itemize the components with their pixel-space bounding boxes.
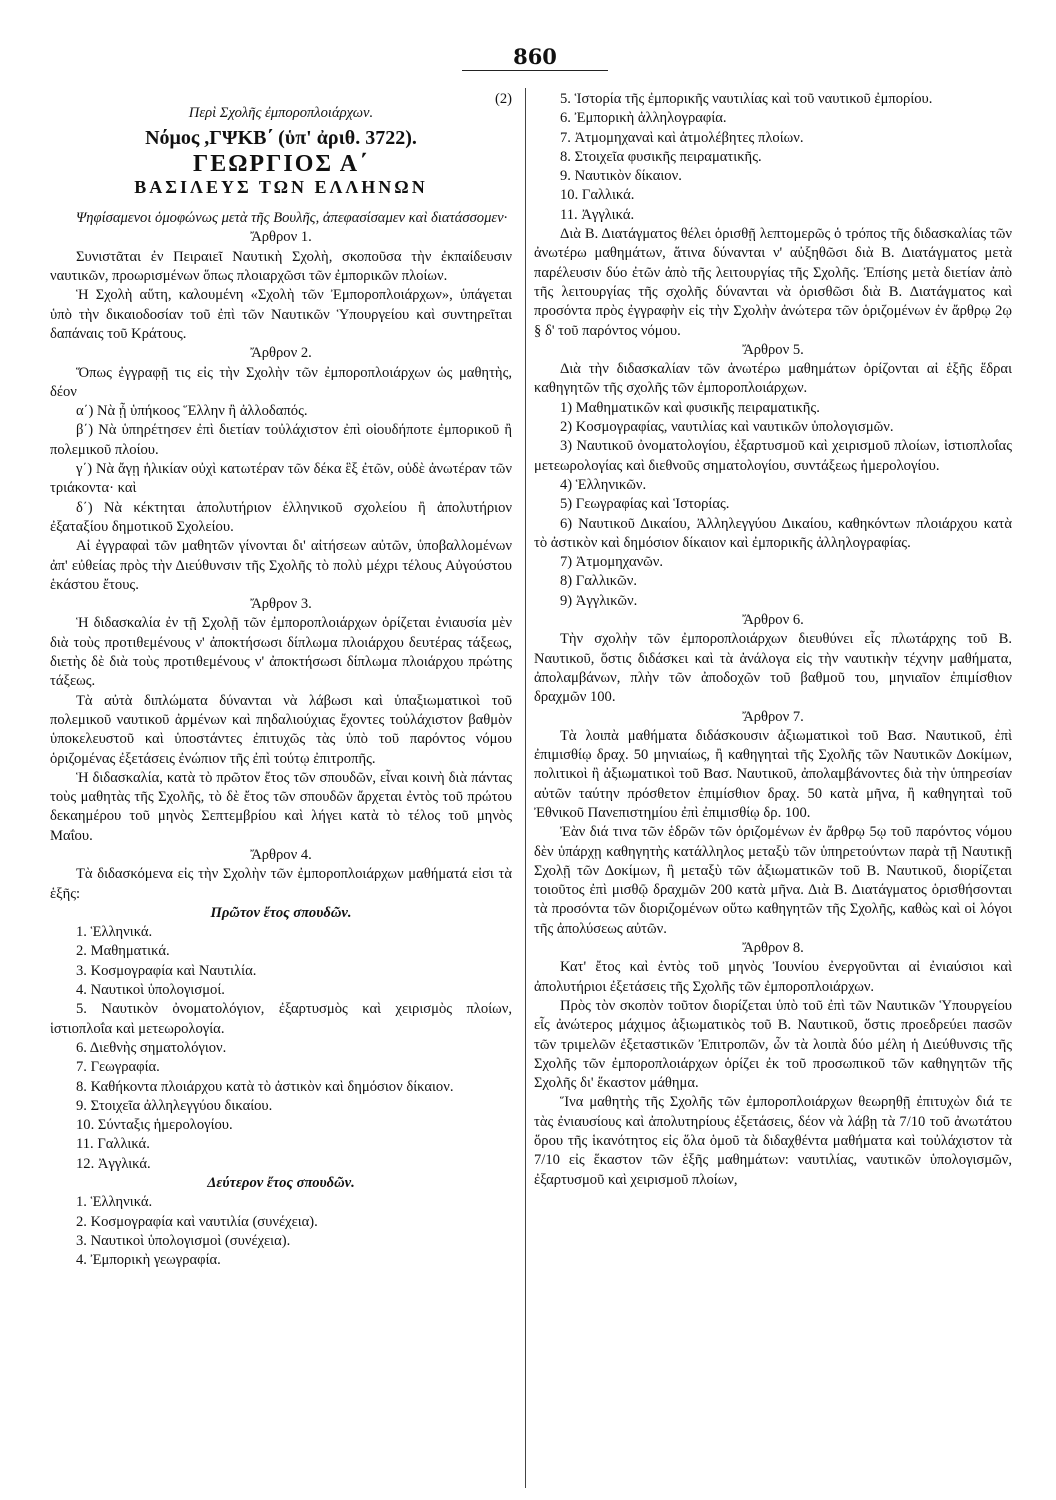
article-1-title: Ἄρθρον 1.: [250, 229, 312, 246]
article-6-paragraph: Τὴν σχολὴν τῶν ἐμποροπλοιάρχων διευθύνει εἷς πλωτάρχης τοῦ Β. Ναυτικοῦ, ὅστις διδάσκει καὶ τὰ ἀνάλογα εἰς τὴν ναυτικὴν τέχνην μαθήματα, ἀπολαμβάνων, πλὴν τῶν ἀποδοχῶν τοῦ βαθμοῦ του, μηνιαῖον ἐπιμίσθιον δραχμῶν 100.: [534, 631, 1012, 706]
second-year-heading: Δεύτερον ἔτος σπουδῶν.: [207, 1175, 355, 1192]
article-7-paragraph: Τὰ λοιπὰ μαθήματα διδάσκουσιν ἀξιωματικοὶ τοῦ Βασ. Ναυτικοῦ, ἐπὶ ἐπιμισθίῳ δραχ. 50 μηνιαίως, ἢ καθηγηταὶ τῆς Σχολῆς τῶν Ναυτικῶν Δοκίμων, πολιτικοὶ ἢ ἀξιωματικοὶ τοῦ Βασ. Ναυτικοῦ, ἀπολαμβάνοντες διὰ τὴν ὑπηρεσίαν αὐτῶν ταύτην πρόσθετον ἐπιμίσθιον δραχ. 50 κατὰ μῆνα, ἢ καθηγηταὶ τοῦ Ἐθνικοῦ Πανεπιστημίου ἐπὶ ἐπιμισθίῳ δρ. 100.: [534, 727, 1012, 821]
article-2-title: Ἄρθρον 2.: [250, 345, 312, 362]
subject-item: 12. Ἀγγλικά.: [76, 1155, 151, 1172]
subject-note: Περὶ Σχολῆς ἐμποροπλοιάρχων.: [188, 105, 374, 121]
number-mark: (2): [494, 91, 512, 107]
subject-item: 9. Στοιχεῖα ἀλληλεγγύου δικαίου.: [76, 1097, 273, 1114]
subject-item: 7. Ἀτμομηχαναὶ καὶ ἀτμολέβητες πλοίων.: [560, 129, 804, 146]
article-4-paragraph: Τὰ διδασκόμενα εἰς τὴν Σχολὴν τῶν ἐμποροπλοιάρχων μαθήματά εἰσι τὰ ἑξῆς:: [50, 866, 512, 902]
article-8-title: Ἄρθρον 8.: [742, 940, 804, 957]
article-2-item: δ΄) Νὰ κέκτηται ἀπολυτήριον ἑλληνικοῦ σχολείου ἢ ἀπολυτήριον ἐξαταξίου δημοτικοῦ Σχολείου.: [50, 499, 512, 535]
subject-item: 11. Γαλλικά.: [76, 1136, 150, 1153]
subject-item: 4. Ἐμπορικὴ γεωγραφία.: [76, 1252, 221, 1269]
article-7-title: Ἄρθρον 7.: [742, 708, 804, 725]
article-1-paragraph: Συνιστᾶται ἐν Πειραιεῖ Ναυτικὴ Σχολὴ, σκοποῦσα τὴν ἐκπαίδευσιν ναυτικῶν, προωρισμένων ὅπως πλοιαρχῶσι τῶν ἐμπορικῶν πλοίων.: [50, 248, 512, 285]
article-8-paragraph: Ἵνα μαθητὴς τῆς Σχολῆς τῶν ἐμποροπλοιάρχων θεωρηθῇ ἐπιτυχὼν διά τε τὰς ἐνιαυσίους καὶ ἀπολυτηρίους ἐξετάσεις, δέον νὰ λάβῃ τὰ 7/10 τοῦ ἀνωτάτου ὅρου τῆς ἱκανότητος εἰς ὅλα ὁμοῦ τὰ διδαχθέντα μαθήματα καὶ τοὐλάχιστον τὰ 7/10 εἰς ἕκαστον τῶν ἑξῆς μαθημάτων: ναυτιλίας, ναυτικῶν ὑπολογισμῶν, ἐξαρτυσμοῦ καὶ χειρισμοῦ πλοίων,: [534, 1094, 1012, 1188]
subject-item: 1. Ἑλληνικά.: [76, 924, 153, 941]
article-7-paragraph: Ἐὰν διά τινα τῶν ἑδρῶν τῶν ὁριζομένων ἐν ἄρθρῳ 5ῳ τοῦ παρόντος νόμου δὲν ὑπάρχῃ καθηγητὴς κατάλληλος μεταξὺ τῶν ὑπηρετούντων παρὰ τῇ Ναυτικῇ Σχολῇ τῶν Δοκίμων, ἢ μεταξὺ τῶν ἀξιωματικῶν τοῦ Β. Ναυτικοῦ, διορίζεται τοιοῦτος ἐπὶ μισθῷ δραχμῶν 200 κατὰ μῆνα. Διὰ Β. Διατάγματος ὁρισθήσονται τὰ προσόντα τῶν διοριζομένων οὕτω καθηγητῶν τῆς Σχολῆς, καθὼς καὶ οἱ λόγοι τῆς ἀπολύσεως αὐτῶν.: [534, 824, 1012, 937]
article-4-paragraph: Διὰ Β. Διατάγματος θέλει ὁρισθῇ λεπτομερῶς ὁ τρόπος τῆς διδασκαλίας τῶν ἀνωτέρω μαθημάτων, ἅτινα δύνανται ν' αὐξηθῶσι διὰ Β. Διατάγματος μετὰ παρέλευσιν δύο ἐτῶν ἀπὸ τῆς λειτουργίας τῆς Σχολῆς. Ἐπίσης μετὰ διετίαν ἀπὸ τῆς λειτουργίας τῆς σχολῆς δύνανται νὰ ὁρισθῶσι διὰ Β. Διατάγματος καὶ προσόντα πρὸς ἐγγραφὴν εἰς τὴν Σχολὴν ἀνώτερα τῶν ὁριζομένων ἐν ἄρθρῳ 2ῳ § δ' τοῦ παρόντος νόμου.: [534, 226, 1012, 339]
subject-item: 2. Μαθηματικά.: [76, 943, 170, 960]
subject-item: 10. Γαλλικά.: [560, 187, 635, 204]
chair-item: 4) Ἑλληνικῶν.: [560, 476, 647, 493]
article-5-title: Ἄρθρον 5.: [742, 341, 804, 358]
subject-row: [50, 90, 512, 123]
article-2-paragraph: Αἱ ἐγγραφαὶ τῶν μαθητῶν γίνονται δι' αἰτήσεων αὐτῶν, ὑποβαλλομένων ἀπ' εὐθείας πρὸς τὴν Διεύθυνσιν τῆς Σχολῆς τὸ πολὺ μέχρι τέλους Αὐγούστου ἑκάστου ἔτους.: [50, 538, 512, 593]
column-divider: [525, 88, 526, 1488]
article-3-title: Ἄρθρον 3.: [250, 596, 312, 613]
subject-item: 3. Κοσμογραφία καὶ Ναυτιλία.: [76, 962, 257, 979]
article-2-item: γ΄) Νὰ ἄγῃ ἡλικίαν οὐχὶ κατωτέραν τῶν δέκα ἓξ ἐτῶν, οὐδὲ ἀνωτέραν τῶν τριάκοντα· καὶ: [50, 461, 512, 497]
subject-item: 2. Κοσμογραφία καὶ ναυτιλία (συνέχεια).: [76, 1213, 318, 1230]
kingdom-title: ΒΑΣΙΛΕΥΣ ΤΩΝ ΕΛΛΗΝΩΝ: [134, 176, 428, 197]
page-number: 860: [513, 44, 557, 69]
chair-item: 5) Γεωγραφίας καὶ Ἱστορίας.: [560, 496, 730, 513]
article-3-paragraph: Ἡ διδασκαλία, κατὰ τὸ πρῶτον ἔτος τῶν σπουδῶν, εἶναι κοινὴ διὰ πάντας τοὺς μαθητὰς τῆς Σχολῆς, τὸ δὲ ἔτος τῶν σπουδῶν ἄρχεται ἐντὸς τοῦ πρώτου δεκαημέρου τοῦ μηνὸς Σεπτεμβρίου καὶ λήγει κατὰ τὸ τέλος τοῦ μηνὸς Μαΐου.: [50, 769, 512, 844]
chair-item: 6) Ναυτικοῦ Δικαίου, Ἀλληλεγγύου Δικαίου, καθηκόντων πλοιάρχου κατὰ τὸ ἀστικὸν καὶ δημόσιον δίκαιον καὶ ἐμπορικῆς ἀλληλογραφίας.: [534, 515, 1012, 551]
subject-item: 4. Ναυτικοὶ ὑπολογισμοί.: [76, 982, 225, 999]
subject-item: 10. Σύνταξις ἡμερολογίου.: [76, 1117, 233, 1134]
subject-item: 3. Ναυτικοὶ ὑπολογισμοὶ (συνέχεια).: [76, 1232, 291, 1249]
subject-item: 8. Στοιχεῖα φυσικῆς πειραματικῆς.: [560, 148, 762, 165]
article-8-paragraph: Πρὸς τὸν σκοπὸν τοῦτον διορίζεται ὑπὸ τοῦ ἐπὶ τῶν Ναυτικῶν Ὑπουργείου εἷς ἀνώτερος μάχιμος ἀξιωματικὸς τοῦ Β. Ναυτικοῦ, ὅστις προεδρεύει πασῶν τῶν τριμελῶν ἐξεταστικῶν Ἐπιτροπῶν, ὧν τὰ λοιπὰ δύο μέλη ἡ Διεύθυνσις τῆς Σχολῆς τῶν ἐμποροπλοιάρχων ὁρίζει ἐκ τοῦ προσωπικοῦ τῶν καθηγητῶν τῆς Σχολῆς δι' ἕκαστον μάθημα.: [534, 997, 1012, 1092]
law-number: Νόμος ,ΓΨΚΒ΄ (ὑπ' ἀριθ. 3722).: [145, 127, 417, 150]
article-2-item: α΄) Νὰ ᾖ ὑπήκοος Ἕλλην ἢ ἀλλοδαπός.: [76, 403, 308, 420]
article-3-paragraph: Ἡ διδασκαλία ἐν τῇ Σχολῇ τῶν ἐμποροπλοιάρχων ὁρίζεται ἐνιαυσία μὲν διὰ τοὺς προτιθεμένους ν' ἀποκτήσωσι δίπλωμα πλοιάρχου δευτέρας τάξεως, διετὴς δὲ διὰ τοὺς προτιθεμένους ν' ἀποκτήσωσι δίπλωμα πλοιάρχου πρώτης τάξεως.: [50, 615, 512, 690]
article-8-paragraph: Κατ' ἔτος καὶ ἐντὸς τοῦ μηνὸς Ἰουνίου ἐνεργοῦνται αἱ ἐνιαύσιοι καὶ ἀπολυτήριοι ἐξετάσεις τῆς Σχολῆς τῶν ἐμποροπλοιάρχων.: [534, 959, 1012, 995]
page-number-rule: [462, 70, 608, 71]
subject-item: 1. Ἑλληνικά.: [76, 1194, 153, 1211]
decree-text: Ψηφίσαμενοι ὁμοφώνως μετὰ τῆς Βουλῆς, ἀπεφασίσαμεν καὶ διατάσσομεν·: [76, 210, 508, 227]
article-6-title: Ἄρθρον 6.: [742, 612, 804, 629]
article-3-paragraph: Τὰ αὐτὰ διπλώματα δύνανται νὰ λάβωσι καὶ ὑπαξιωματικοὶ τοῦ πολεμικοῦ ναυτικοῦ ἀρμένων καὶ πηδαλιούχιας ἔχοντες τοὐλάχιστον βαθμὸν ὑποκελευστοῦ καὶ ὑποστάντες ἐπιτυχῶς τὰς ὑπὸ τοῦ παρόντος νόμου ὁριζομένας ἐξετάσεις ἐνώπιον τῆς ἐπὶ τούτῳ ἐπιτροπῆς.: [50, 692, 512, 767]
article-5-paragraph: Διὰ τὴν διδασκαλίαν τῶν ἀνωτέρω μαθημάτων ὁρίζονται αἱ ἑξῆς ἕδραι καθηγητῶν τῆς σχολῆς τῶν ἐμποροπλοιάρχων.: [534, 361, 1012, 397]
subject-item: 6. Διεθνὴς σηματολόγιον.: [76, 1039, 227, 1056]
right-column: [534, 90, 1012, 1190]
article-2-paragraph: Ὅπως ἐγγραφῇ τις εἰς τὴν Σχολὴν τῶν ἐμποροπλοιάρχων ὡς μαθητὴς, δέον: [50, 364, 512, 400]
subject-item: 8. Καθήκοντα πλοιάρχου κατὰ τὸ ἀστικὸν καὶ δημόσιον δίκαιον.: [76, 1078, 454, 1095]
chair-item: 7) Ἀτμομηχανῶν.: [560, 554, 664, 571]
left-column: [50, 90, 512, 1271]
first-year-heading: Πρῶτον ἔτος σπουδῶν.: [210, 904, 352, 921]
subject-item: 5. Ναυτικὸν ὀνοματολόγιον, ἐξαρτυσμὸς καὶ χειρισμὸς πλοίων, ἱστιοπλοΐα καὶ μετεωρολογία.: [50, 1001, 512, 1037]
subject-item: 11. Ἀγγλικά.: [560, 206, 635, 223]
chair-item: 9) Ἀγγλικῶν.: [560, 592, 638, 609]
subject-item: 9. Ναυτικὸν δίκαιον.: [560, 168, 682, 185]
chair-item: 2) Κοσμογραφίας, ναυτιλίας καὶ ναυτικῶν ὑπολογισμῶν.: [560, 419, 894, 436]
article-4-title: Ἄρθρον 4.: [250, 846, 312, 863]
subject-item: 7. Γεωγραφία.: [76, 1059, 160, 1076]
chair-item: 8) Γαλλικῶν.: [560, 573, 637, 590]
article-2-item: β΄) Νὰ ὑπηρέτησεν ἐπὶ διετίαν τοὐλάχιστον ἐπὶ οἱουδήποτε ἐμπορικοῦ ἢ πολεμικοῦ πλοίου.: [50, 422, 512, 458]
chair-item: 3) Ναυτικοῦ ὀνοματολογίου, ἐξαρτυσμοῦ καὶ χειρισμοῦ πλοίων, ἱστιοπλοΐας μετεωρολογίας καὶ διεθνοῦς σηματολογίου, συντάξεως ἡμερολογίου.: [534, 438, 1012, 474]
article-1-paragraph: Ἡ Σχολὴ αὕτη, καλουμένη «Σχολὴ τῶν Ἐμποροπλοιάρχων», ὑπάγεται ὑπὸ τὴν δικαιοδοσίαν τοῦ ἐπὶ τῶν Ναυτικῶν Ὑπουργείου καὶ συντηρεῖται δαπάναις τοῦ Κράτους.: [50, 287, 512, 342]
king-title: ΓΕΩΡΓΙΟΣ Α΄: [192, 150, 370, 177]
chair-item: 1) Μαθηματικῶν καὶ φυσικῆς πειραματικῆς.: [560, 399, 820, 416]
subject-item: 5. Ἱστορία τῆς ἐμπορικῆς ναυτιλίας καὶ τοῦ ναυτικοῦ ἐμπορίου.: [560, 91, 933, 107]
subject-item: 6. Ἐμπορικὴ ἀλληλογραφία.: [560, 110, 727, 127]
